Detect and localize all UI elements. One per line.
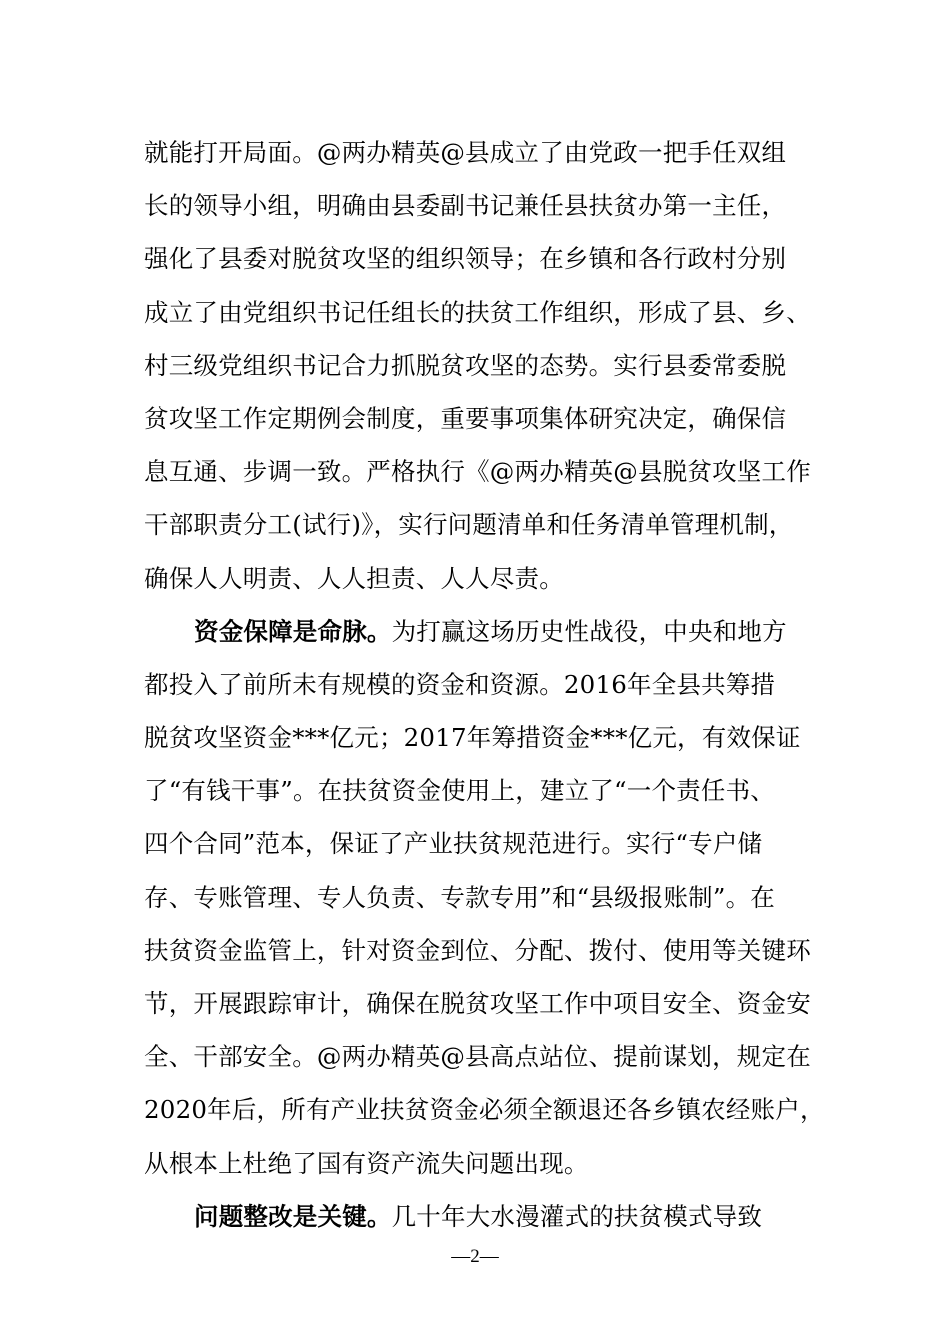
text-line: 息互通、步调一致。严格执行《@两办精英@县脱贫攻坚工作	[144, 457, 811, 487]
text-line: 干部职责分工(试行)》，实行问题清单和任务清单管理机制，	[144, 510, 794, 540]
text-line: 强化了县委对脱贫攻坚的组织领导；在乡镇和各行政村分别	[144, 244, 787, 274]
paragraph-funding	[144, 605, 824, 1190]
paragraph-rectification	[144, 1190, 824, 1243]
text-line: 就能打开局面。@两办精英@县成立了由党政一把手任双组	[144, 138, 787, 167]
paragraph-leadership	[144, 126, 824, 605]
text-line: 从根本上杜绝了国有资产流失问题出现。	[144, 1148, 589, 1178]
text-line: 村三级党组织书记合力抓脱贫攻坚的态势。实行县委常委脱	[144, 350, 787, 380]
text-line: 2020年后，所有产业扶贫资金必须全额退还各乡镇农经账户，	[144, 1095, 825, 1125]
text-line: 成立了由党组织书记任组长的扶贫工作组织，形成了县、乡、	[144, 297, 811, 327]
text-line: 四个合同”范本，保证了产业扶贫规范进行。实行“专户储	[144, 829, 763, 859]
text-line: 了“有钱干事”。在扶贫资金使用上，建立了“一个责任书、	[144, 776, 775, 806]
text-run: 几十年大水漫灌式的扶贫模式导致	[391, 1201, 763, 1231]
text-line: 扶贫资金监管上，针对资金到位、分配、拨付、使用等关键环	[144, 935, 811, 965]
body-text	[144, 126, 824, 1243]
text-line: 节，开展跟踪审计，确保在脱贫攻坚工作中项目安全、资金安	[144, 989, 811, 1018]
text-line: 确保人人明责、人人担责、人人尽责。	[144, 563, 564, 593]
text-line	[144, 605, 824, 658]
section-heading-funding: 资金保障是命脉。	[194, 616, 392, 646]
text-line: 长的领导小组，明确由县委副书记兼任县扶贫办第一主任，	[144, 191, 787, 221]
section-heading-rectification: 问题整改是关键。	[194, 1201, 392, 1231]
text-line: 全、干部安全。@两办精英@县高点站位、提前谋划，规定在	[144, 1042, 811, 1072]
text-line: 都投入了前所未有规模的资金和资源。2016年全县共筹措	[144, 669, 776, 699]
text-run: 为打赢这场历史性战役，中央和地方	[391, 616, 787, 646]
text-line: 脱贫攻坚资金***亿元；2017年筹措资金***亿元，有效保证	[144, 723, 801, 753]
text-line: 存、专账管理、专人负责、专款专用”和“县级报账制”。在	[144, 882, 775, 912]
page-number: —2—	[451, 1246, 499, 1267]
text-line: 贫攻坚工作定期例会制度，重要事项集体研究决定，确保信	[144, 403, 787, 433]
text-line	[144, 1190, 824, 1243]
